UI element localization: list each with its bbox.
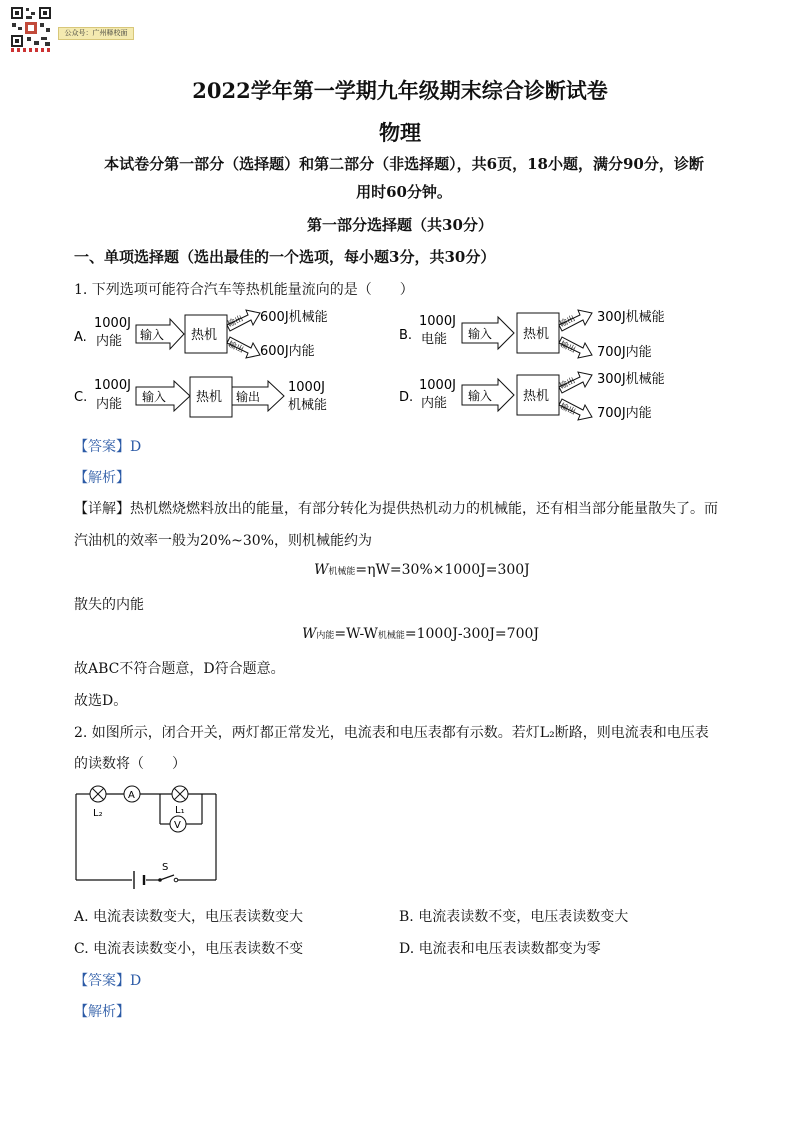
q2-option-a: A. 电流表读数变大，电压表读数变大: [74, 909, 304, 925]
q1-energy-flow-diagrams: [70, 305, 750, 427]
qr-caption-dots: [11, 48, 51, 52]
q1-analysis-label: 【解析】: [74, 470, 130, 486]
formula-1-rest: =ηW=30%×1000J=300J: [355, 562, 530, 578]
option-c-diagram: [74, 377, 327, 417]
switch-blade: [160, 875, 174, 880]
q2-analysis-label: 【解析】: [74, 1004, 130, 1020]
option-a-result-2: 600J内能: [260, 344, 315, 359]
q2-stem-line-1: 2. 如图所示，闭合开关，两灯都正常发光，电流表和电压表都有示数。若灯L₂断路，则电流表和电压表: [74, 725, 709, 741]
option-a-input-value: 1000J: [94, 316, 131, 331]
switch-pivot: [158, 878, 162, 882]
voltmeter-label: V: [174, 820, 181, 831]
option-a-engine-label: 热机: [191, 328, 218, 343]
option-c-result-kind: 机械能: [288, 398, 328, 413]
formula-2-sub: 内能: [316, 631, 335, 641]
option-a-letter: A.: [74, 330, 87, 345]
q1-answer: 【答案】D: [74, 439, 142, 455]
option-d-result-2: 700J内能: [597, 406, 652, 421]
option-d-input-value: 1000J: [419, 378, 456, 393]
q2-answer: 【答案】D: [74, 973, 142, 989]
option-c-letter: C.: [74, 390, 88, 405]
battery: [134, 871, 144, 889]
formula-1-sub: 机械能: [328, 567, 356, 577]
q1-conclusion-1: 故ABC不符合题意，D符合题意。: [74, 661, 285, 677]
q2-stem-line-2: 的读数将（ ）: [74, 756, 186, 772]
option-b-result-1: 300J机械能: [597, 310, 665, 325]
q1-stem: 1. 下列选项可能符合汽车等热机能量流向的是（ ）: [74, 282, 414, 298]
q2-option-c: C. 电流表读数变小，电压表读数不变: [74, 941, 304, 957]
intro-line-2: 用时60分钟。: [356, 183, 452, 201]
intro-line-1: 本试卷分第一部分（选择题）和第二部分（非选择题），共6页，18小题，满分90分，诊断: [104, 155, 704, 173]
qr-code-image: [10, 6, 52, 48]
option-d-input-kind: 内能: [421, 396, 448, 411]
option-a-output-label-bottom: 输出: [226, 339, 246, 355]
option-d-output-label-bottom: 输出: [558, 401, 578, 417]
q1-formula-1: [314, 562, 530, 578]
subject-title: 物理: [379, 120, 421, 145]
formula-1-w: W: [314, 562, 329, 578]
q1-detail-line-1: 【详解】热机燃烧燃料放出的能量，有部分转化为提供热机动力的机械能，还有相当部分能量散失了。而: [74, 501, 718, 517]
q2-option-d: D. 电流表和电压表读数都变为零: [399, 941, 601, 957]
label-l1: L₁: [175, 805, 185, 816]
formula-2-rest: =1000J-300J=700J: [404, 626, 539, 642]
exam-intro: [74, 150, 734, 206]
option-b-diagram: [399, 309, 665, 360]
option-b-result-2: 700J内能: [597, 345, 652, 360]
option-c-input-value: 1000J: [94, 378, 131, 393]
q2-option-b: B. 电流表读数不变，电压表读数变大: [399, 909, 629, 925]
switch-label: S: [162, 862, 169, 873]
option-a-result-1: 600J机械能: [260, 310, 328, 325]
exam-title: 2022学年第一学期九年级期末综合诊断试卷: [192, 78, 608, 103]
option-d-output-label-top: 输出: [558, 375, 577, 391]
switch-contact: [174, 878, 178, 882]
part-heading: 第一部分选择题（共30分）: [307, 216, 493, 234]
q1-lost-energy: 散失的内能: [74, 597, 144, 613]
section-heading: 一、单项选择题（选出最佳的一个选项，每小题3分，共30分）: [74, 248, 496, 266]
option-c-input-kind: 内能: [96, 397, 123, 412]
option-d-engine-label: 热机: [523, 389, 550, 404]
option-b-input-label: 输入: [468, 327, 493, 341]
option-a-input-kind: 内能: [96, 334, 123, 349]
q1-detail-line-2: 汽油机的效率一般为20%~30%，则机械能约为: [74, 533, 372, 549]
option-a-output-label-top: 输出: [226, 313, 245, 329]
q2-circuit-diagram: [70, 780, 230, 890]
option-b-input-kind: 电能: [421, 332, 448, 347]
lamp-l2: [90, 786, 106, 802]
option-d-diagram: [399, 371, 665, 421]
option-c-engine-label: 热机: [196, 390, 223, 405]
q1-conclusion-2: 故选D。: [74, 693, 128, 709]
source-tag: 公众号：广州释校面: [58, 27, 134, 40]
option-a-diagram: [74, 309, 328, 359]
option-c-output-label: 输出: [236, 390, 261, 404]
ammeter-label: A: [128, 790, 135, 801]
formula-2-w: W: [302, 626, 317, 642]
option-a-input-label: 输入: [140, 328, 165, 342]
formula-2-sub2: 机械能: [377, 631, 405, 641]
option-b-input-value: 1000J: [419, 314, 456, 329]
q1-formula-2: [302, 626, 539, 642]
option-d-result-1: 300J机械能: [597, 372, 665, 387]
option-b-engine-label: 热机: [523, 327, 550, 342]
lamp-l1: [172, 786, 188, 802]
option-b-output-label-bottom: 输出: [558, 339, 578, 355]
formula-2-mid: =W-W: [334, 626, 378, 642]
option-b-letter: B.: [399, 328, 413, 343]
option-c-result-value: 1000J: [288, 380, 325, 395]
option-c-input-label: 输入: [142, 390, 167, 404]
option-d-letter: D.: [399, 390, 414, 405]
option-d-input-label: 输入: [468, 389, 493, 403]
option-b-output-label-top: 输出: [558, 313, 577, 329]
label-l2: L₂: [93, 808, 103, 819]
